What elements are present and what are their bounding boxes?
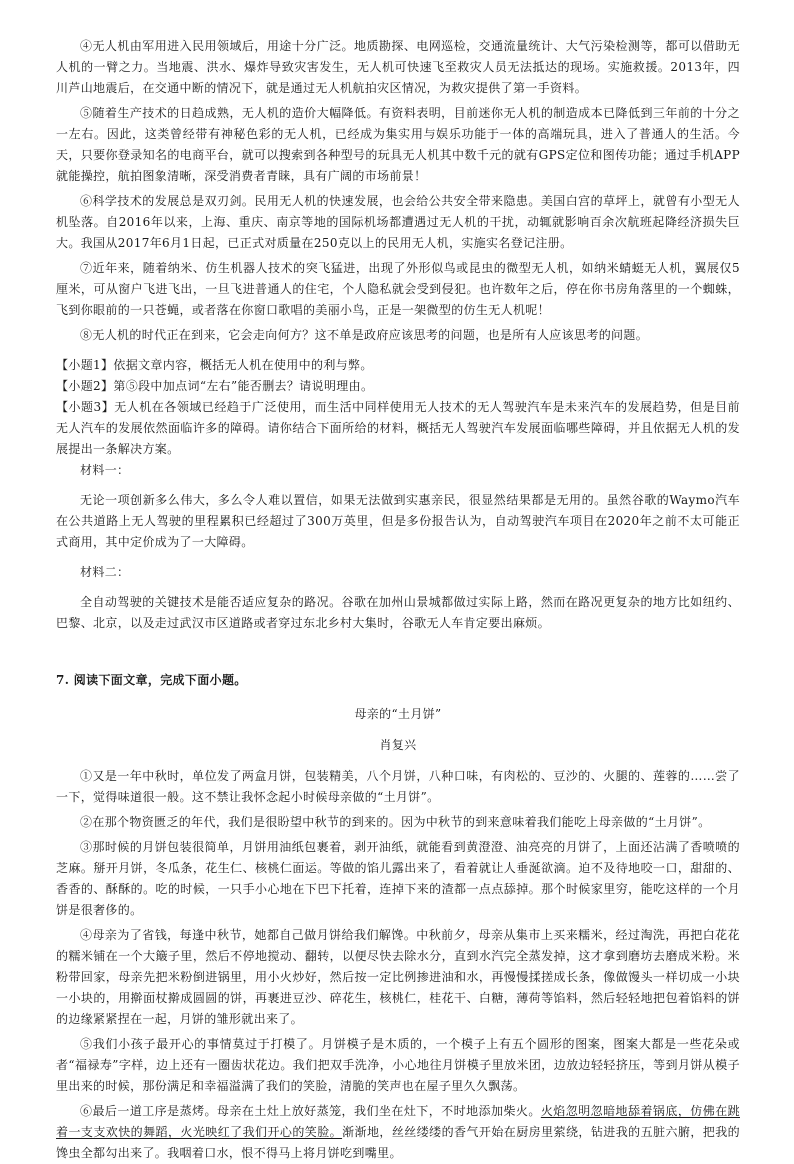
paragraph-7: ⑦近年来，随着纳米、仿生机器人技术的突飞猛进，出现了外形似鸟或昆虫的微型无人机，如纳米蜻蜓无人机，翼展仅5厘米，可从窗户飞进飞出，一旦飞进普通人的住宅，个人隐私就会受到侵犯。也许数年之后，停在你书房角落里的一个蜘蛛，飞到你眼前的一只苍蝇，或者落在你窗口歌唱的美丽小鸟，正是一架微型的仿生无人机呢！ (56, 261, 740, 317)
question-2: 【小题2】第⑤段中加点词“左右”能否删去？请说明理由。 (56, 379, 374, 393)
article-paragraph-3: ③那时候的月饼包装很简单，月饼用油纸包裹着，剥开油纸，就能看到黄澄澄、油亮亮的月饼了，上面还沾满了香喷喷的芝麻。掰开月饼，冬瓜条，花生仁、核桃仁面运。等做的馅儿露出来了，看着就让人垂涎欲滴。迫不及待地咬一口，甜甜的、香香的、酥酥的。吃的时候，一只手小心地在下巴下托着，连掉下来的渣都一点点舔掉。那个时候家里穷，能吃这样的一个月饼是很奢侈的。 (56, 840, 740, 917)
article-title: 母亲的“土月饼” (354, 707, 442, 721)
article-paragraph-6-end: 渐渐地，丝丝缕缕的香气开始在厨房里萦绕，钻进我的五脏六腑，把我的馋虫全都勾出来了。我咽着口水，恨不得马上将月饼吃到嘴里。 (56, 1125, 740, 1160)
article-paragraph-6-start: ⑥最后一道工序是蒸烤。母亲在土灶上放好蒸笼，我们坐在灶下，不时地添加柴火。 (80, 1104, 541, 1118)
question-3: 【小题3】无人机在各领域已经趋于广泛使用，而生活中同样使用无人技术的无人驾驶汽车是未来汽车的发展趋势，但是目前无人汽车的发展依然面临许多的障碍。请你结合下面所给的材料，概括无人驾驶汽车发展面临哪些障碍，并且依据无人机的发展提出一条解决方案。 (56, 400, 740, 456)
paragraph-5: ⑤随着生产技术的日趋成熟，无人机的造价大幅降低。有资料表明，目前迷你无人机的制造成本已降低到三年前的十分之一左右。因此，这类曾经带有神秘色彩的无人机，已经成为集实用与娱乐功能于一体的高端玩具，进入了普通人的生活。今天，只要你登录知名的电商平台，就可以搜索到各种型号的玩具无人机其中数千元的就有GPS定位和图传功能；通过手机APP就能操控，航拍图象清晰，深受消费者青睐，具有广阔的市场前景！ (56, 106, 740, 183)
article-paragraph-5: ⑤我们小孩子最开心的事情莫过于打模了。月饼模子是木质的，一个模子上有五个圆形的图案，图案大都是一些花朵或者“福禄寿”字样，边上还有一圈齿状花边。我们把双手洗净，小心地往月饼模子里放米团，边放边轻轻挤压，等到月饼从模子里出来的时候，那份满足和幸福溢满了我们的笑脸，清脆的笑声也在屋子里久久飘荡。 (56, 1037, 740, 1093)
paragraph-6: ⑥科学技术的发展总是双刃剑。民用无人机的快速发展，也会给公共安全带来隐患。美国白宫的草坪上，就曾有小型无人机坠落。自2016年以来，上海、重庆、南京等地的国际机场都遭遇过无人机的干扰，动辄就影响百余次航班起降经济损失巨大。我国从2017年6月1日起，已正式对质量在250克以上的民用无人机，实施实名登记注册。 (56, 194, 740, 250)
material-2-label: 材料二： (80, 565, 130, 579)
material-1-text: 无论一项创新多么伟大，多么令人难以置信，如果无法做到实惠亲民，很显然结果都是无用的。虽然谷歌的Waymo汽车在公共道路上无人驾驶的里程累积已经超过了300万英里，但是多份报告认为，自动驾驶汽车项目在2020年之前不太可能正式商用，其中定价成为了一大障碍。 (56, 493, 740, 549)
material-2-text: 全自动驾驶的关键技术是能否适应复杂的路况。谷歌在加州山景城都做过实际上路，然而在路况更复杂的地方比如纽约、巴黎、北京，以及走过武汉市区道路或者穿过东北乡村大集时，谷歌无人车肯定要出麻烦。 (56, 595, 740, 630)
paragraph-4: ④无人机由军用进入民用领域后，用途十分广泛。地质勘探、电网巡检，交通流量统计、大气污染检测等，都可以借助无人机的一臂之力。当地震、洪水、爆炸导致灾害发生，无人机可快速飞至救灾人员无法抵达的现场。实施救援。2013年，四川芦山地震后，在交通中断的情况下，就是通过无人机航拍灾区情况，为救灾提供了第一手资料。 (56, 39, 740, 95)
underlined-sentence: 火焰忽明忽暗地舔着锅底，仿佛在跳着一支支欢快的舞蹈，火光映红了我们开心的笑脸。 (56, 1104, 740, 1139)
article-paragraph-6 (56, 1101, 740, 1164)
material-1-label: 材料一： (80, 463, 130, 477)
article-paragraph-2: ②在那个物资匮乏的年代，我们是很盼望中秋节的到来的。因为中秋节的到来意味着我们能吃上母亲做的“土月饼”。 (80, 815, 711, 829)
article-paragraph-1: ①又是一年中秋时，单位发了两盒月饼，包装精美，八个月饼，八种口味，有肉松的、豆沙的、火腿的、莲蓉的……尝了一下，觉得味道很一般。这不禁让我怀念起小时候母亲做的“土月饼”。 (56, 769, 740, 804)
section-heading: 7. 阅读下面文章，完成下面小题。 (56, 673, 247, 687)
document-page (56, 36, 740, 1164)
article-paragraph-4: ④母亲为了省钱，每逢中秋节，她都自己做月饼给我们解馋。中秋前夕，母亲从集市上买来糯米，经过淘洗，再把白花花的糯米铺在一个大簸子里，然后不停地搅动、翻转，以便尽快去除水分，直到水汽完全蒸发掉，这才拿到磨坊去磨成米粉。米粉带回家，母亲先把米粉倒进锅里，用小火炒好，然后按一定比例掺进油和水，再慢慢揉搓成长条，像做馒头一样切成一小块一小块的，用擀面杖擀成圆圆的饼，再裹进豆沙、碎花生，核桃仁，桂花干、白糖，薄荷等馅料，然后轻轻地把包着馅料的饼的边缘紧紧捏在一起，月饼的雏形就出来了。 (56, 928, 740, 1026)
question-1: 【小题1】依据文章内容，概括无人机在使用中的利与弊。 (56, 358, 373, 372)
paragraph-8: ⑧无人机的时代正在到来，它会走向何方？这不单是政府应该思考的问题，也是所有人应该思考的问题。 (80, 328, 649, 342)
article-author: 肖复兴 (379, 738, 417, 752)
